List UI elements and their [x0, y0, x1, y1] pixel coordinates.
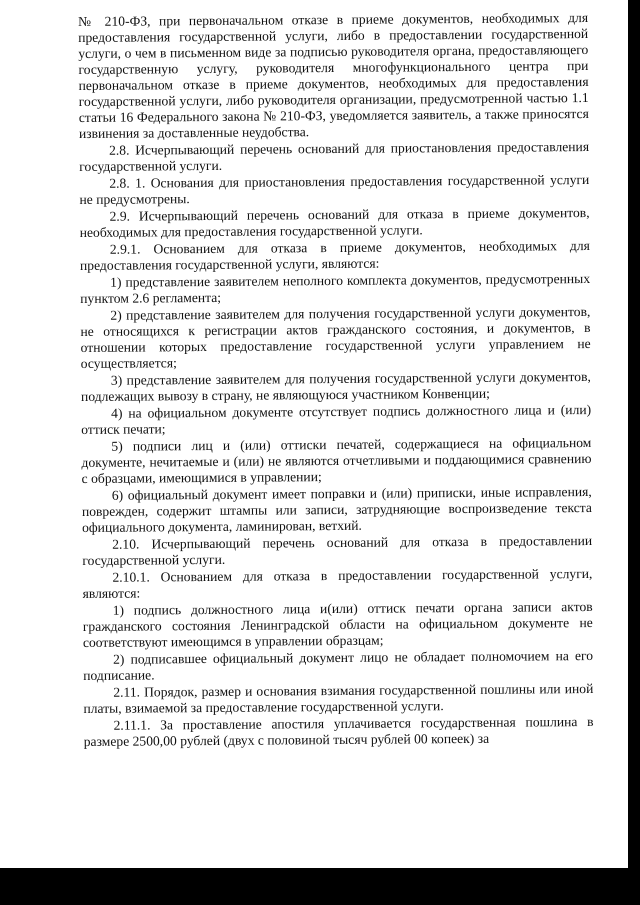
scan-edge-right — [628, 0, 640, 905]
list-item-2: 2) представление заявителем для получения государственной услуги документов, не относящихся к регистрации актов гражданского состояния, и документов, в отношении которых предоставление государственной услуги управлением не осуществляется; — [80, 303, 591, 371]
list-item-6: 6) официальный документ имеет поправки и (или) приписки, иные исправления, поврежден, содержит штампы или записи, затрудняющие воспроизведение текста официального документа, ламинирован, ветхий. — [81, 483, 592, 535]
list-item-4: 4) на официальном документе отсутствует подпись должностного лица и (или) оттиск печати; — [81, 401, 592, 437]
paragraph-2-8: 2.8. Исчерпывающий перечень оснований для приостановления предоставления государственной услуги. — [79, 138, 590, 174]
document-body — [78, 10, 594, 751]
paragraph-2-11-1: 2.11.1. За проставление апостиля уплачивается государственная пошлина в размере 2500,00 рублей (двух с половиной тысяч рублей 00 копеек) за — [83, 713, 594, 749]
paragraph-2-8-1: 2.8. 1. Основания для приостановления предоставления государственной услуги не предусмотрены. — [79, 171, 590, 207]
list-item-5: 5) подписи лиц и (или) оттиски печатей, содержащиеся на официальном документе, нечитаемые и (или) не являются отчетливыми и поддающимися сравнению с образцами, имеющимися в управлении; — [81, 434, 592, 486]
list-item-1: 1) представление заявителем неполного комплекта документов, предусмотренных пунктом 2.6 регламента; — [80, 270, 591, 306]
paragraph-2-11: 2.11. Порядок, размер и основания взимания государственной пошлины или иной платы, взимаемой за предоставление государственной услуги. — [83, 680, 594, 716]
refusal-item-1: 1) подпись должностного лица и(или) оттиск печати органа записи актов гражданского состояния Ленинградской области на официальном документе не соответствуют имеющимся в управлении образцам; — [82, 598, 593, 650]
paragraph-2-9: 2.9. Исчерпывающий перечень оснований для отказа в приеме документов, необходимых для предоставления государственной услуги. — [79, 204, 590, 240]
paragraph-2-10-1: 2.10.1. Основанием для отказа в предоставлении государственной услуги, являются: — [82, 565, 593, 601]
refusal-item-2: 2) подписавшее официальный документ лицо не обладает полномочием на его подписание. — [83, 647, 594, 683]
paragraph-continuation: № 210-ФЗ, при первоначальном отказе в приеме документов, необходимых для предоставления государственной услуги, либо в предоставлении государственной услуги, о чем в письменном виде за подписью руководителя органа, предоставляющего государственную услугу, руководителя многофункционального центра при первоначальном отказе в приеме документов, необходимых для предоставления государственной услуги, либо руководителя организации, предусмотренной частью 1.1 статьи 16 Федерального закона № 210-ФЗ, уведомляется заявитель, а также приносятся извинения за доставленные неудобства. — [78, 9, 589, 141]
list-item-3: 3) представление заявителем для получения государственной услуги документов, подлежащих вывозу в страну, не являющуюся участником Конвенции; — [80, 368, 591, 404]
paragraph-2-9-1: 2.9.1. Основанием для отказа в приеме документов, необходимых для предоставления государственной услуги, являются: — [79, 237, 590, 273]
scan-edge-bottom — [0, 868, 640, 905]
paragraph-2-10: 2.10. Исчерпывающий перечень оснований для отказа в предоставлении государственной услуги. — [82, 532, 593, 568]
